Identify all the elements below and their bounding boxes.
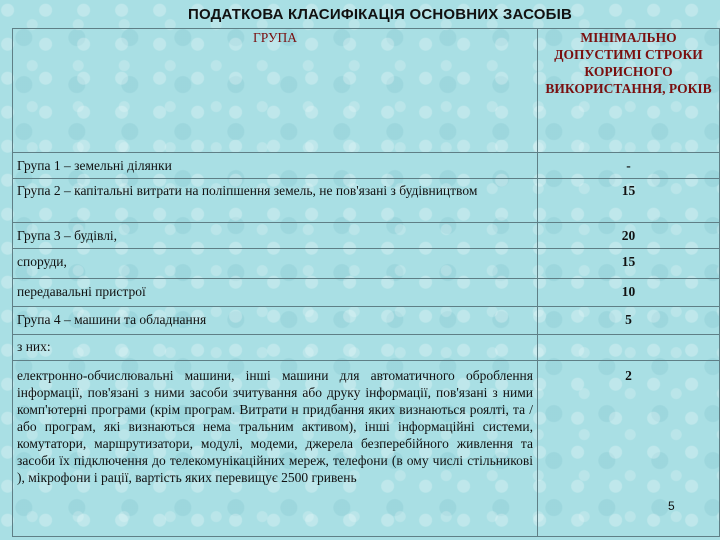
page-title: ПОДАТКОВА КЛАСИФІКАЦІЯ ОСНОВНИХ ЗАСОБІВ <box>187 6 573 23</box>
table-row <box>13 307 720 335</box>
term-cell: 20 <box>538 223 720 249</box>
term-cell: - <box>538 153 720 179</box>
group-cell: Група 2 – капітальні витрати на поліпшення земель, не пов'язані з будівництвом <box>13 179 538 223</box>
table-row <box>13 153 720 179</box>
column-header-group: ГРУПА <box>13 29 538 153</box>
table-row <box>13 179 720 223</box>
group-cell: з них: <box>13 335 538 361</box>
page-number: 5 <box>668 499 675 513</box>
table-row <box>13 335 720 361</box>
group-cell: Група 1 – земельні ділянки <box>13 153 538 179</box>
table-row <box>13 361 720 537</box>
group-cell: електронно-обчислювальні машини, інші машини для автоматичного оброблення інформації, пов'язані з ними засоби зчитування або друку інформації, пов'язані з ними комп'ютерні програми (крім програм. Витрати н придбання яких визнаються роялті, та / або програм, які визнаються нема тральним активом), інші інформаційні системи, комутатори, маршрутизатори, модулі, модеми, джерела безперебійного живлення та засоби їх підключення до телекомунікаційних мереж, телефони (в ому числі стільникові ), мікрофони і рації, вартість яких перевищує 2500 гривень <box>13 361 538 537</box>
term-cell: 15 <box>538 249 720 279</box>
term-cell: 10 <box>538 279 720 307</box>
term-cell: 15 <box>538 179 720 223</box>
group-cell: Група 4 – машини та обладнання <box>13 307 538 335</box>
column-header-term: МІНІМАЛЬНО ДОПУСТИМІ СТРОКИ КОРИСНОГО ВИКОРИСТАННЯ, РОКІВ <box>538 29 720 153</box>
group-cell: передавальні пристрої <box>13 279 538 307</box>
group-cell: Група 3 – будівлі, <box>13 223 538 249</box>
classification-table <box>12 28 720 537</box>
table-header-row <box>13 29 720 153</box>
term-cell <box>538 335 720 361</box>
group-cell: споруди, <box>13 249 538 279</box>
table-row <box>13 223 720 249</box>
term-cell: 2 <box>538 361 720 537</box>
term-cell: 5 <box>538 307 720 335</box>
table-row <box>13 279 720 307</box>
table-row <box>13 249 720 279</box>
